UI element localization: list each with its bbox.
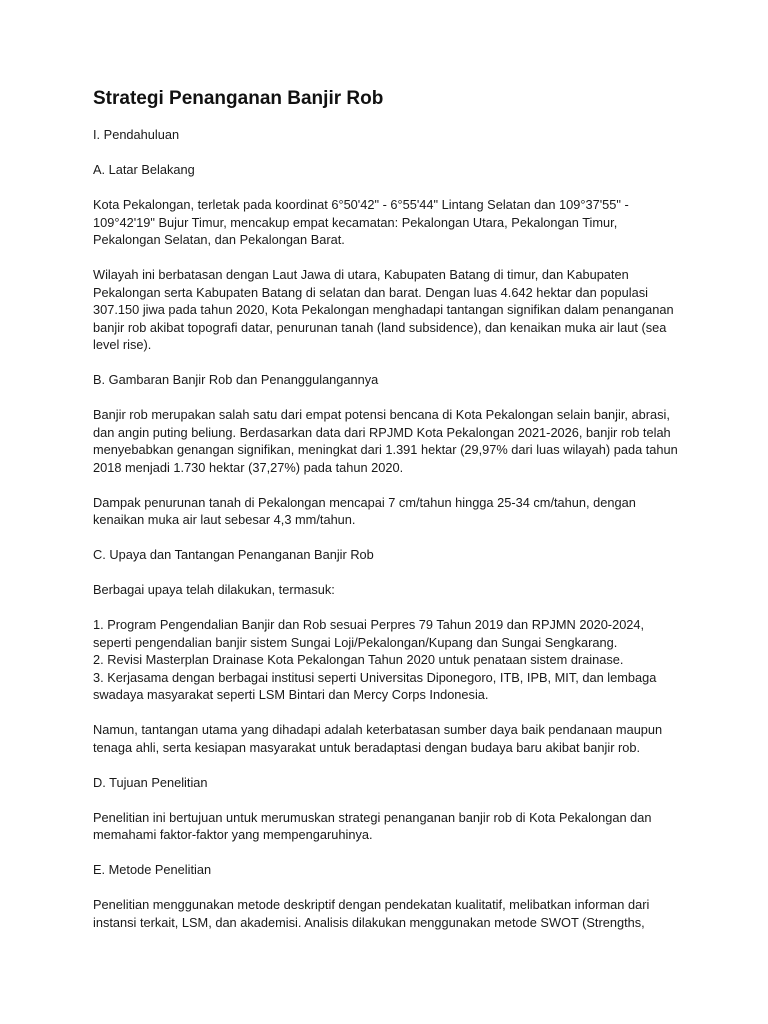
paragraph-tujuan: Penelitian ini bertujuan untuk merumuskan strategi penanganan banjir rob di Kota Pekalongan dan memahami faktor-faktor yang mempengaruhinya. <box>93 809 652 842</box>
paragraph-boundaries: Wilayah ini berbatasan dengan Laut Jawa di utara, Kabupaten Batang di timur, dan Kabupaten Pekalongan serta Kabupaten Batang di selatan dan barat. Dengan luas 4.642 hektar dan populasi 307.150 jiwa pada tahun 2020, Kota Pekalongan menghadapi tantangan signifikan dalam penanganan banjir rob akibat topografi datar, penurunan tanah (land subsidence), dan kenaikan muka air laut (sea level rise). <box>93 267 674 352</box>
list-item: 2. Revisi Masterplan Drainase Kota Pekalongan Tahun 2020 untuk penataan sistem drainase. <box>93 652 624 667</box>
paragraph-location: Kota Pekalongan, terletak pada koordinat 6°50'42" - 6°55'44" Lintang Selatan dan 109°37'55" - 109°42'19" Bujur Timur, mencakup empat kecamatan: Pekalongan Utara, Pekalongan Timur, Pekalongan Selatan, dan Pekalongan Barat. <box>93 197 629 247</box>
document-title: Strategi Penanganan Banjir Rob <box>93 88 384 109</box>
paragraph-banjir-rob-data: Banjir rob merupakan salah satu dari empat potensi bencana di Kota Pekalongan selain banjir, abrasi, dan angin puting beliung. Berdasarkan data dari RPJMD Kota Pekalongan 2021-2026, banjir rob telah menyebabkan genangan signifikan, meningkat dari 1.391 hektar (29,97% dari luas wilayah) pada tahun 2018 menjadi 1.730 hektar (37,27%) pada tahun 2020. <box>93 407 678 475</box>
subsection-heading-gambaran: B. Gambaran Banjir Rob dan Penanggulangannya <box>93 372 379 387</box>
list-item: 3. Kerjasama dengan berbagai institusi seperti Universitas Diponegoro, ITB, IPB, MIT, dan lembaga swadaya masyarakat seperti LSM Bintari dan Mercy Corps Indonesia. <box>93 669 657 702</box>
paragraph-tantangan: Namun, tantangan utama yang dihadapi adalah keterbatasan sumber daya baik pendanaan maupun tenaga ahli, serta kesiapan masyarakat untuk beradaptasi dengan budaya baru akibat banjir rob. <box>93 722 663 755</box>
subsection-heading-tujuan: D. Tujuan Penelitian <box>93 774 208 790</box>
subsection-heading-latar-belakang: A. Latar Belakang <box>93 162 195 177</box>
document-body <box>93 86 683 931</box>
section-heading-pendahuluan: I. Pendahuluan <box>93 127 180 142</box>
list-item: 1. Program Pengendalian Banjir dan Rob sesuai Perpres 79 Tahun 2019 dan RPJMN 2020-2024, seperti pengendalian banjir sistem Sungai Loji/Pekalongan/Kupang dan Sungai Sengkarang. <box>93 617 645 650</box>
paragraph-upaya-intro: Berbagai upaya telah dilakukan, termasuk: <box>93 582 335 597</box>
paragraph-subsidence: Dampak penurunan tanah di Pekalongan mencapai 7 cm/tahun hingga 25-34 cm/tahun, dengan kenaikan muka air laut sebesar 4,3 mm/tahun. <box>93 494 636 527</box>
subsection-heading-upaya: C. Upaya dan Tantangan Penanganan Banjir Rob <box>93 547 374 562</box>
paragraph-metode: Penelitian menggunakan metode deskriptif dengan pendekatan kualitatif, melibatkan informan dari instansi terkait, LSM, dan akademisi. Analisis dilakukan menggunakan metode SWOT (Strengths, <box>93 897 650 930</box>
subsection-heading-metode: E. Metode Penelitian <box>93 862 212 877</box>
upaya-list <box>93 616 683 704</box>
